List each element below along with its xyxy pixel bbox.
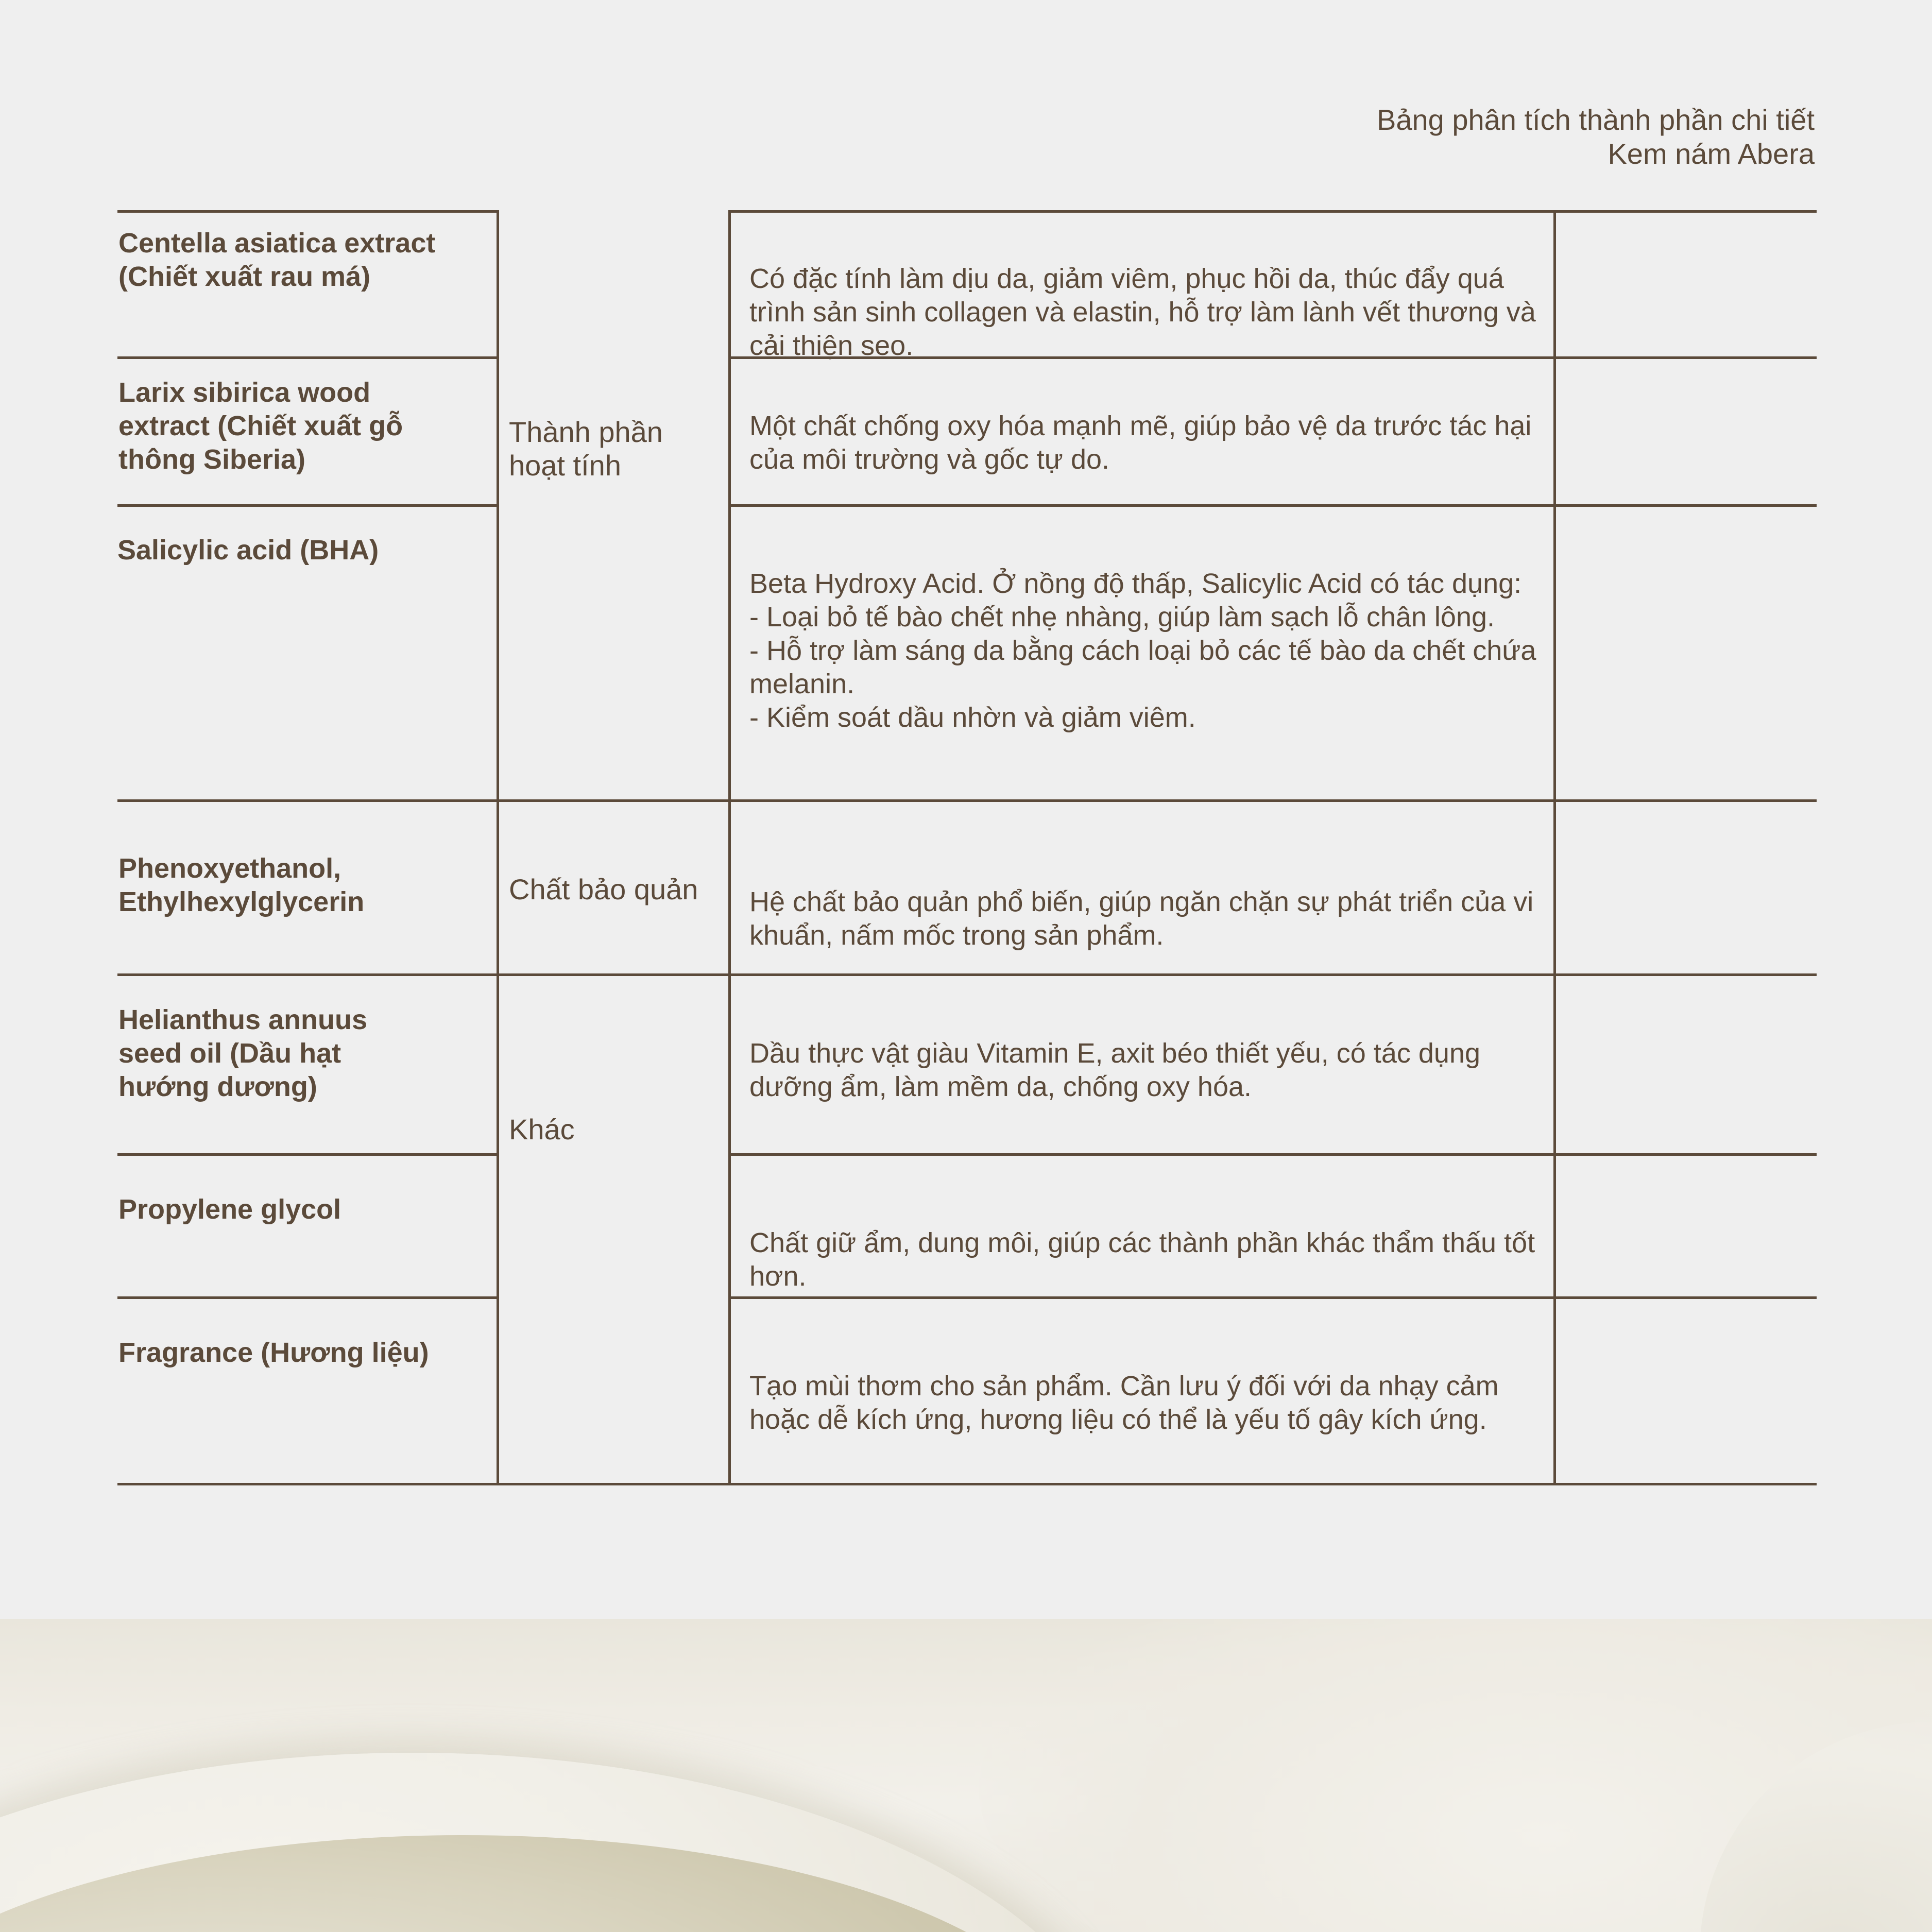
ingredient-name — [118, 227, 479, 294]
ingredient-description-text: Có đặc tính làm dịu da, giảm viêm, phục hồi da, thúc đẩy quá trình sản sinh collagen và elastin, hỗ trợ làm lành vết thương và cải thiện sẹo. — [749, 263, 1536, 361]
ingredient-description — [749, 852, 1537, 952]
ingredient-description — [749, 1003, 1537, 1104]
category-label: Chất bảo quản — [509, 873, 698, 905]
ingredient-name — [118, 1193, 479, 1226]
row-divider-col3 — [729, 1153, 1817, 1156]
row-divider-col3 — [729, 799, 1817, 802]
ingredient-name — [118, 1003, 438, 1104]
row-divider-col1 — [117, 1153, 499, 1156]
ingredient-name-text: Centella asiatica extract (Chiết xuất rau má) — [118, 228, 436, 292]
ingredient-name — [118, 852, 479, 919]
ingredient-description-text: Hệ chất bảo quản phổ biến, giúp ngăn chặn sự phát triển của vi khuẩn, nấm mốc trong sản phẩm. — [749, 886, 1534, 951]
table-rule-bottom — [117, 1483, 1817, 1485]
ingredient-name-text: Phenoxyethanol, Ethylhexylglycerin — [118, 853, 365, 917]
row-divider-col3 — [729, 973, 1817, 976]
ingredient-description — [749, 1336, 1553, 1437]
column-divider-3 — [1553, 210, 1556, 1485]
ingredient-name — [117, 534, 478, 567]
product-name: Kem nám Abera — [1608, 138, 1815, 170]
column-divider-2 — [728, 210, 731, 1485]
ingredient-description-text: Một chất chống oxy hóa mạnh mẽ, giúp bảo vệ da trước tác hại của môi trường và gốc tự do. — [749, 411, 1532, 475]
row-divider-col3 — [729, 1296, 1817, 1299]
ingredient-name-text: Larix sibirica wood extract (Chiết xuất gỗ thông Siberia) — [118, 377, 403, 475]
row-divider-col1 — [117, 1296, 499, 1299]
row-divider-col1 — [117, 799, 499, 802]
ingredient-name-text: Fragrance (Hương liệu) — [118, 1337, 429, 1368]
ingredient-description-text: Chất giữ ẩm, dung môi, giúp các thành phần khác thẩm thấu tốt hơn. — [749, 1227, 1535, 1292]
table-rule-top-col1 — [117, 210, 499, 213]
page-header — [1377, 103, 1815, 171]
ingredient-description — [749, 376, 1553, 476]
ingredient-name — [118, 376, 448, 476]
ingredient-name-text: Propylene glycol — [118, 1194, 341, 1225]
ingredient-description-text: Beta Hydroxy Acid. Ở nồng độ thấp, Salicylic Acid có tác dụng: - Loại bỏ tế bào chết nhẹ nhàng, giúp làm sạch lỗ chân lông. - Hỗ trợ làm sáng da bằng cách loại bỏ các tế bào da chết chứa melanin. - Kiểm soát dầu nhờn và giảm viêm. — [749, 568, 1536, 733]
row-divider-col1 — [117, 356, 499, 359]
group-divider-col2 — [498, 973, 731, 976]
ingredient-description-text: Dầu thực vật giàu Vitamin E, axit béo thiết yếu, có tác dụng dưỡng ẩm, làm mềm da, chống oxy hóa. — [749, 1038, 1480, 1102]
category-label: Khác — [509, 1113, 575, 1145]
category-cell-other — [509, 1113, 725, 1146]
row-divider-col1 — [117, 973, 499, 976]
category-cell-preservative — [509, 873, 730, 906]
ingredient-name — [118, 1336, 479, 1370]
category-label: Thành phần hoạt tính — [509, 416, 663, 482]
ingredient-description — [749, 229, 1543, 363]
row-divider-col1 — [117, 504, 499, 507]
page-title: Bảng phân tích thành phần chi tiết — [1377, 104, 1815, 136]
row-divider-col3 — [729, 504, 1817, 507]
ingredient-name-text: Helianthus annuus seed oil (Dầu hạt hướng dương) — [118, 1004, 368, 1102]
column-divider-1 — [497, 210, 499, 1485]
group-divider-col2 — [498, 799, 731, 802]
cream-texture-photo — [0, 1619, 1932, 1932]
ingredient-name-text: Salicylic acid (BHA) — [117, 535, 379, 566]
ingredient-description — [749, 1193, 1537, 1293]
ingredient-description-text: Tạo mùi thơm cho sản phẩm. Cần lưu ý đối với da nhạy cảm hoặc dễ kích ứng, hương liệu có thể là yếu tố gây kích ứng. — [749, 1371, 1499, 1435]
ingredient-description — [749, 534, 1537, 734]
category-cell-active — [509, 415, 725, 482]
table-rule-top-col3 — [729, 210, 1817, 213]
